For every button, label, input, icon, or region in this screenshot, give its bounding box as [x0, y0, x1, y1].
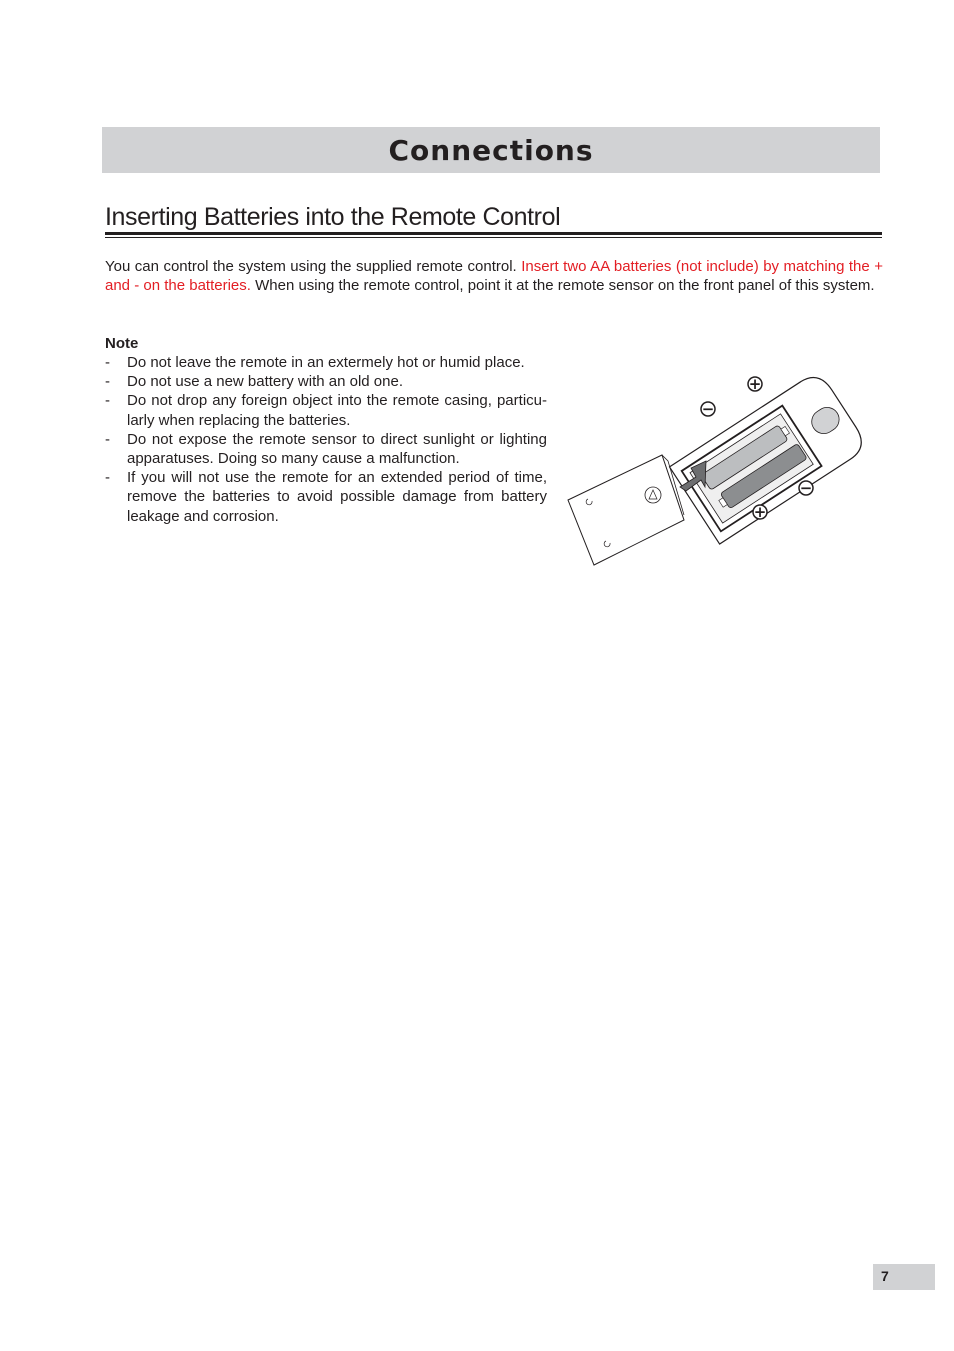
svg-text:−: − — [701, 400, 715, 418]
battery-insertion-illustration — [560, 365, 865, 570]
remote-body — [670, 370, 865, 544]
banner-title: Connections — [388, 133, 594, 167]
note-item — [105, 372, 547, 391]
intro-highlight: Insert two AA batteries (not include) by matching the + and - on the batteries. — [105, 258, 883, 295]
note-item-text: Do not drop any foreign object into the remote casing, particu-larly when replacing the batteries. — [127, 392, 547, 429]
note-list — [105, 353, 547, 526]
note-dash: - — [105, 354, 110, 371]
intro-paragraph — [105, 257, 883, 295]
note-item-text: Do not leave the remote in an extermely hot or humid place. — [127, 354, 525, 371]
note-item — [105, 391, 547, 429]
note-item — [105, 468, 547, 526]
page-number: 7 — [881, 1268, 889, 1284]
section-banner — [102, 127, 880, 173]
svg-text:+: + — [748, 375, 762, 393]
minus-icon — [799, 479, 813, 497]
note-item — [105, 430, 547, 468]
minus-icon — [701, 400, 715, 418]
plus-icon — [748, 375, 762, 393]
battery-cover — [568, 455, 684, 565]
note-dash: - — [105, 469, 110, 487]
svg-text:−: − — [799, 479, 813, 497]
svg-text:+: + — [753, 503, 767, 521]
note-item-text: Do not expose the remote sensor to direct sunlight or lighting apparatuses. Doing so many cause a malfunction. — [127, 430, 547, 468]
section-heading: Inserting Batteries into the Remote Control — [105, 203, 561, 231]
intro-text-end: When using the remote control, point it at the remote sensor on the front panel of this system. — [250, 277, 875, 295]
note-dash: - — [105, 373, 110, 391]
page-number-box — [873, 1264, 935, 1290]
intro-text-start: You can control the system using the supplied remote control. — [105, 258, 522, 275]
note-dash: - — [105, 430, 110, 448]
note-item-text: Do not use a new battery with an old one. — [127, 373, 404, 391]
note-title: Note — [105, 335, 139, 352]
heading-rule — [105, 232, 882, 238]
plus-icon — [753, 503, 767, 521]
note-item-text: If you will not use the remote for an extended period of time, remove the batteries to avoid possible damage from battery leakage and corrosion. — [127, 469, 547, 525]
note-item — [105, 353, 547, 372]
note-dash: - — [105, 392, 110, 410]
